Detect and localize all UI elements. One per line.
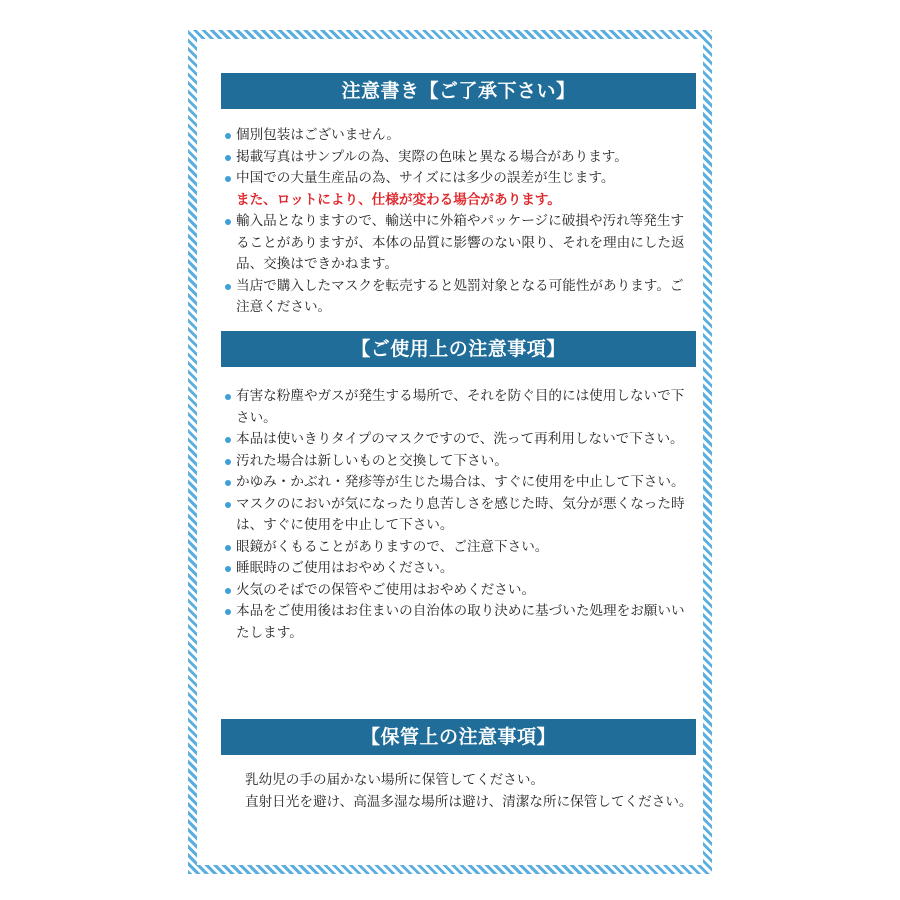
notice-card-body	[197, 39, 703, 865]
bullet-icon	[225, 609, 231, 615]
list-item: 本品をご使用後はお住まいの自治体の取り決めに基づいた処理をお願いいたします。	[225, 601, 695, 644]
list-item: 睡眠時のご使用はおやめください。	[225, 558, 695, 580]
bullet-icon	[225, 502, 231, 508]
list-item: 本品は使いきりタイプのマスクですので、洗って再利用しないで下さい。	[225, 429, 695, 451]
list-item: 輸入品となりますので、輸送中に外箱やパッケージに破損や汚れ等発生することがありますが、本体の品質に影響のない限り、それを理由にした返品、交換はできかねます。	[225, 211, 695, 276]
list-item: 火気のそばでの保管やご使用はおやめください。	[225, 580, 695, 602]
usage-list	[225, 386, 695, 644]
section-header-disclaimer: 注意書き【ご了承下さい】	[221, 73, 696, 109]
section-header-storage: 【保管上の注意事項】	[221, 719, 696, 755]
bullet-icon	[225, 133, 231, 139]
disclaimer-list	[225, 125, 695, 319]
list-item: 掲載写真はサンプルの為、実際の色味と異なる場合があります。	[225, 147, 695, 169]
bullet-icon	[225, 545, 231, 551]
list-item: 汚れた場合は新しいものと交換して下さい。	[225, 451, 695, 473]
list-item: 眼鏡がくもることがありますので、ご注意下さい。	[225, 537, 695, 559]
list-item: 個別包装はございません。	[225, 125, 695, 147]
bullet-icon	[225, 566, 231, 572]
bullet-icon	[225, 588, 231, 594]
list-item: かゆみ・かぶれ・発疹等が生じた場合は、すぐに使用を中止して下さい。	[225, 472, 695, 494]
list-item: 当店で購入したマスクを転売すると処罰対象となる可能性があります。ご注意ください。	[225, 276, 695, 319]
bullet-icon	[225, 155, 231, 161]
warning-text: また、ロットにより、仕様が変わる場合があります。	[236, 191, 561, 208]
bullet-icon	[225, 437, 231, 443]
storage-line: 直射日光を避け、高温多湿な場所は避け、清潔な所に保管してください。	[245, 793, 693, 810]
section-header-usage: 【ご使用上の注意事項】	[221, 331, 696, 367]
bullet-icon	[225, 394, 231, 400]
notice-card-frame	[188, 30, 712, 874]
list-item: マスクのにおいが気になったり息苦しさを感じた時、気分が悪くなった時は、すぐに使用を中止して下さい。	[225, 494, 695, 537]
bullet-icon	[225, 176, 231, 182]
storage-line: 乳幼児の手の届かない場所に保管してください。	[245, 772, 545, 788]
list-item: 中国での大量生産品の為、サイズには多少の誤差が生じます。 また、ロットにより、仕様が変わる場合があります。	[225, 168, 695, 211]
storage-notes	[245, 770, 695, 813]
bullet-icon	[225, 480, 231, 486]
bullet-icon	[225, 284, 231, 290]
bullet-icon	[225, 459, 231, 465]
bullet-icon	[225, 219, 231, 225]
list-item: 有害な粉塵やガスが発生する場所で、それを防ぐ目的には使用しないで下さい。	[225, 386, 695, 429]
